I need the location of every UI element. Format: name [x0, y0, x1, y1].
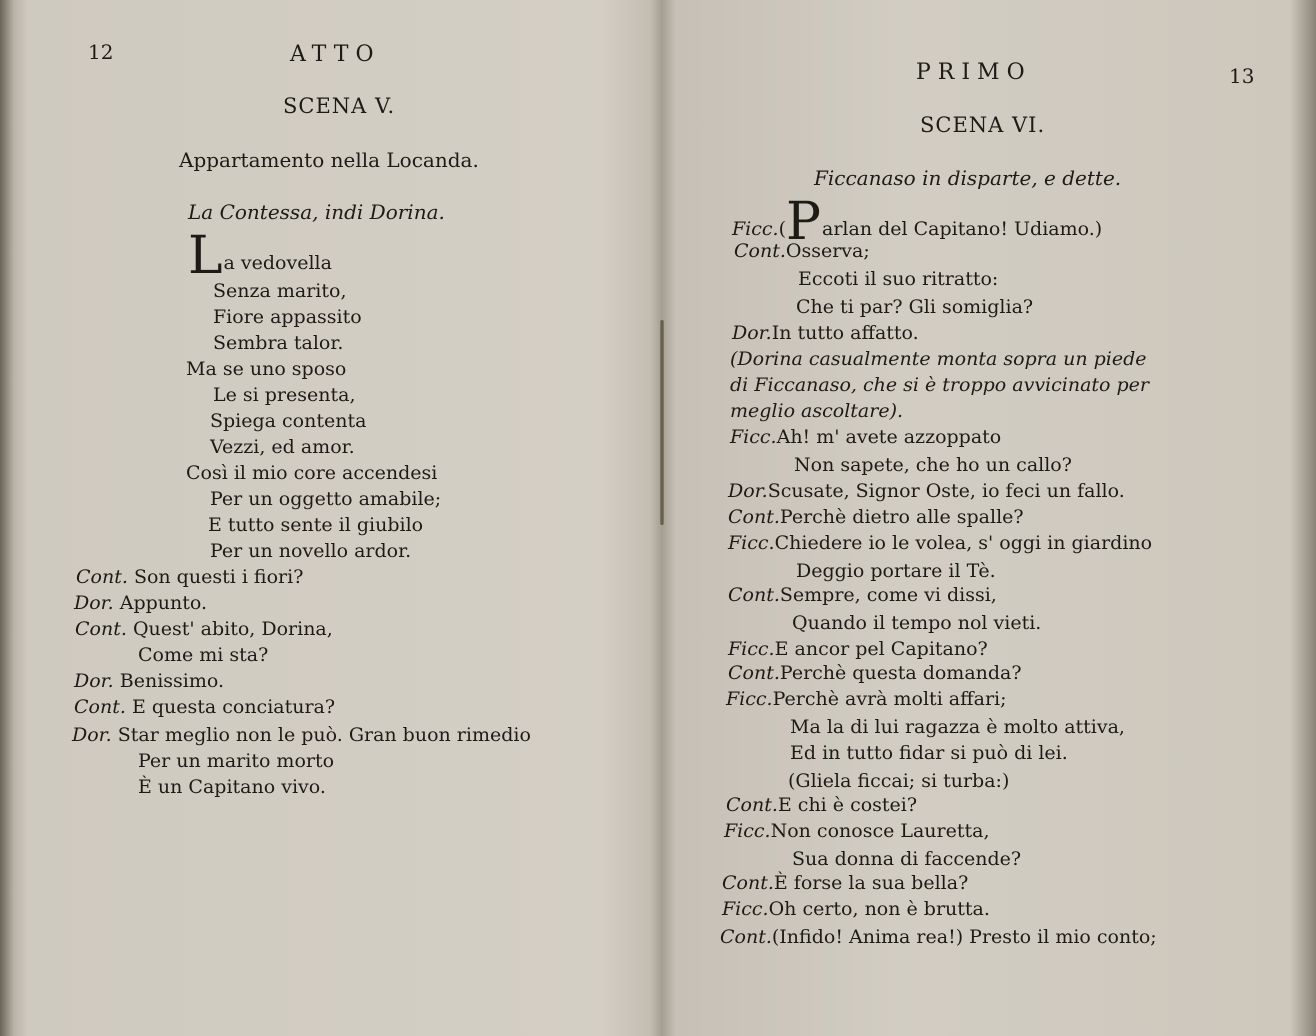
drop-cap: P: [786, 192, 822, 252]
speaker: Cont.: [734, 240, 786, 262]
song-line: Ma se uno sposo: [186, 358, 347, 380]
speaker: Dor.: [72, 724, 112, 746]
dialogue-line: Cont.Perchè questa domanda?: [728, 662, 1022, 684]
song-line: Così il mio core accendesi: [186, 462, 438, 484]
dialogue-line: Cont.(Infido! Anima rea!) Presto il mio conto;: [720, 926, 1157, 948]
speaker: Ficc.: [724, 820, 771, 842]
stage-direction: (Gliela ficcai; si turba:): [788, 770, 1010, 792]
dialogue-line: Ficc.(Parlan del Capitano! Udiamo.): [732, 192, 1103, 252]
stage-direction: meglio ascoltare).: [730, 400, 904, 422]
speaker: Cont.: [74, 696, 126, 718]
speaker: Dor.: [728, 480, 768, 502]
right-page: [676, 0, 1296, 1036]
speaker: Ficc.: [728, 638, 775, 660]
song-line: Per un oggetto amabile;: [210, 488, 442, 510]
dialogue-line: Ficc.Oh certo, non è brutta.: [722, 898, 990, 920]
scene-setting: Appartamento nella Locanda.: [179, 148, 479, 172]
speaker: Cont.: [75, 618, 127, 640]
dialogue-line: Ficc.E ancor pel Capitano?: [728, 638, 988, 660]
song-line: Sembra talor.: [213, 332, 344, 354]
dialogue-line: Cont.È forse la sua bella?: [722, 872, 969, 894]
dialogue-line: Cont.Sempre, come vi dissi,: [728, 584, 997, 606]
dialogue-line: Cont. E questa conciatura?: [74, 696, 336, 718]
speaker: Cont.: [76, 566, 128, 588]
dialogue-line: Non sapete, che ho un callo?: [794, 454, 1072, 476]
song-line: E tutto sente il giubilo: [208, 514, 424, 536]
dialogue-line: Cont. Quest' abito, Dorina,: [75, 618, 333, 640]
song-line: Fiore appassito: [213, 306, 362, 328]
dialogue-line: Dor.Scusate, Signor Oste, io feci un fallo.: [728, 480, 1125, 502]
dialogue-line: Ficc.Chiedere io le volea, s' oggi in giardino: [728, 532, 1153, 554]
binding-thread: [660, 320, 664, 525]
dialogue-line: Ma la di lui ragazza è molto attiva,: [790, 716, 1125, 738]
dialogue-line: Che ti par? Gli somiglia?: [796, 296, 1034, 318]
dialogue-line: Ed in tutto fidar si può di lei.: [790, 742, 1068, 764]
speaker: Ficc.: [732, 218, 779, 240]
dialogue-line: Cont.Perchè dietro alle spalle?: [728, 506, 1024, 528]
speaker: Dor.: [74, 592, 114, 614]
dialogue-line: Quando il tempo nol vieti.: [792, 612, 1042, 634]
song-line: La vedovella: [188, 226, 332, 286]
dialogue-line: Come mi sta?: [138, 644, 269, 666]
dialogue-line: Cont.Osserva;: [734, 240, 870, 262]
speaker: Ficc.: [730, 426, 777, 448]
song-line: Per un novello ardor.: [210, 540, 412, 562]
dialogue-line: È un Capitano vivo.: [138, 776, 326, 798]
dialogue-line: Deggio portare il Tè.: [796, 560, 996, 582]
scene-title: SCENA VI.: [920, 113, 1046, 137]
speaker: Ficc.: [722, 898, 769, 920]
dialogue-line: Sua donna di faccende?: [792, 848, 1022, 870]
drop-cap: L: [188, 226, 223, 286]
running-head: PRIMO: [916, 60, 1032, 85]
dialogue-line: Dor. Benissimo.: [74, 670, 225, 692]
dialogue-line: Cont. Son questi i fiori?: [76, 566, 304, 588]
song-line: Le si presenta,: [213, 384, 356, 406]
stage-direction: (Dorina casualmente monta sopra un piede: [730, 348, 1147, 370]
dialogue-line: Dor. Appunto.: [74, 592, 208, 614]
song-line: Senza marito,: [213, 280, 347, 302]
page-number: 13: [1229, 64, 1255, 88]
song-line: Spiega contenta: [210, 410, 367, 432]
dialogue-line: Dor.In tutto affatto.: [732, 322, 919, 344]
speaker: Ficc.: [726, 688, 773, 710]
page-number: 12: [88, 40, 114, 64]
speaker: Cont.: [728, 662, 780, 684]
dialogue-line: Ficc.Ah! m' avete azzoppato: [730, 426, 1002, 448]
speaker: Dor.: [732, 322, 772, 344]
scene-characters: Ficcanaso in disparte, e dette.: [814, 166, 1122, 190]
speaker: Cont.: [728, 506, 780, 528]
dialogue-line: Dor. Star meglio non le può. Gran buon rimedio: [72, 724, 531, 746]
speaker: Cont.: [728, 584, 780, 606]
dialogue-line: Ficc.Non conosce Lauretta,: [724, 820, 990, 842]
scene-characters: La Contessa, indi Dorina.: [188, 200, 445, 224]
speaker: Ficc.: [728, 532, 775, 554]
dialogue-line: Ficc.Perchè avrà molti affari;: [726, 688, 1007, 710]
left-page: [28, 0, 648, 1036]
speaker: Cont.: [726, 794, 778, 816]
running-head: ATTO: [290, 42, 381, 67]
stage-direction: di Ficcanaso, che si è troppo avvicinato per: [730, 374, 1150, 396]
dialogue-line: Per un marito morto: [138, 750, 335, 772]
dialogue-line: Eccoti il suo ritratto:: [798, 268, 999, 290]
song-line: Vezzi, ed amor.: [210, 436, 355, 458]
dialogue-line: Cont.E chi è costei?: [726, 794, 918, 816]
scene-title: SCENA V.: [283, 94, 396, 118]
speaker: Cont.: [722, 872, 774, 894]
speaker: Dor.: [74, 670, 114, 692]
speaker: Cont.: [720, 926, 772, 948]
